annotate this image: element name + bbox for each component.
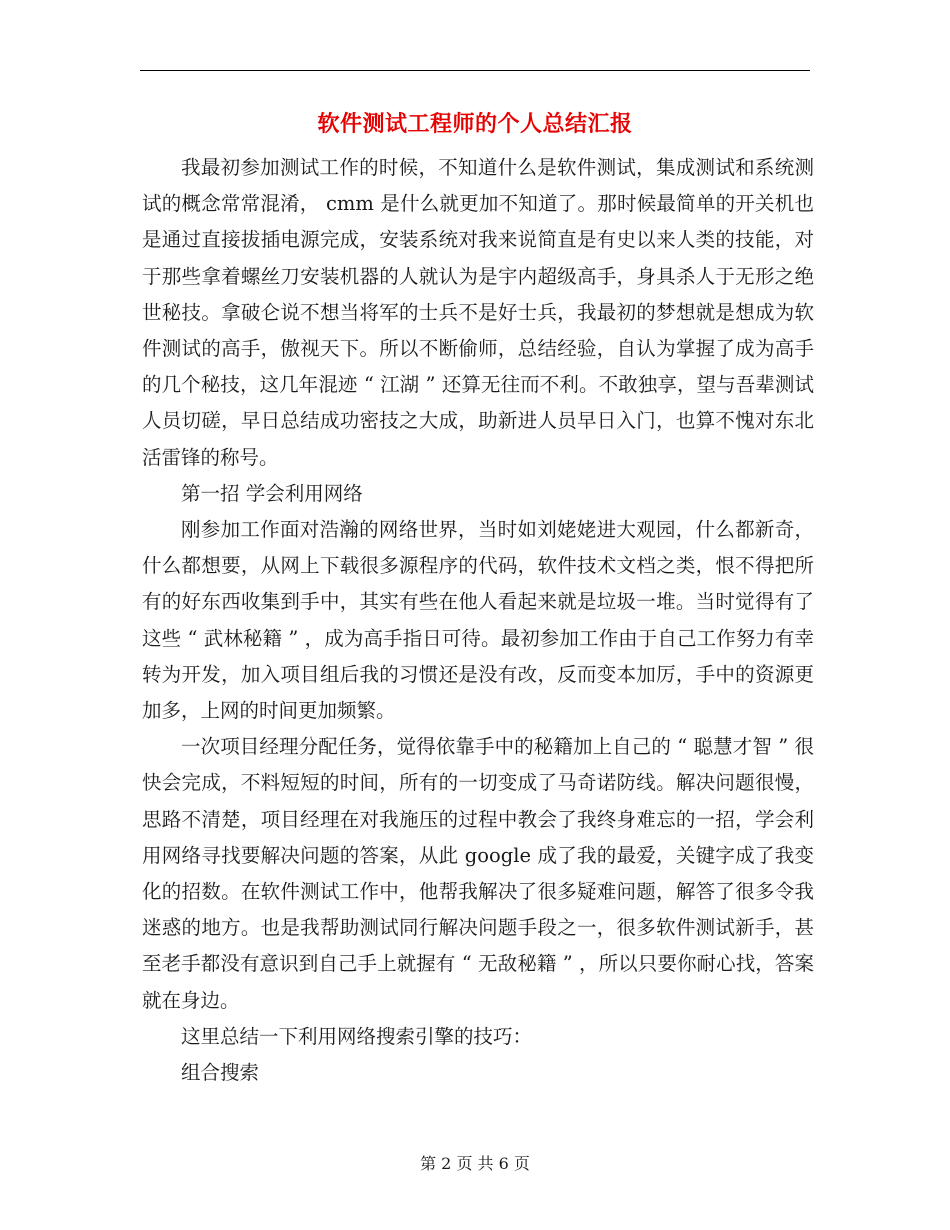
paragraph-network-2: 一次项目经理分配任务，觉得依靠手中的秘籍加上自己的 “ 聪慧才智 ” 很快会完成，不料短短的时间，所有的一切变成了马奇诺防线。解决问题很慢，思路不清楚，项目经理在对我施压的过程中教会了我终身难忘的一招，学会利用网络寻找要解决问题的答案，从此 google 成了我的最爱，关键字成了我变化的招数。在软件测试工作中，他帮我解决了很多疑难问题，解答了很多令我迷惑的地方。也是我帮助测试同行解决问题手段之一，很多软件测试新手，甚至老手都没有意识到自己手上就握有 “ 无敌秘籍 ” ，所以只要你耐心找，答案就在身边。 — [142, 735, 814, 1012]
document-body — [142, 150, 814, 1091]
page-footer: 第 2 页 共 6 页 — [420, 1154, 530, 1173]
paragraph-search-tips: 这里总结一下利用网络搜索引擎的技巧： — [181, 1024, 533, 1048]
document-title: 软件测试工程师的个人总结汇报 — [317, 111, 633, 137]
section-heading-first-move: 第一招 学会利用网络 — [181, 481, 363, 505]
subheading-combined-search: 组合搜索 — [181, 1061, 260, 1085]
paragraph-intro: 我最初参加测试工作的时候，不知道什么是软件测试，集成测试和系统测试的概念常常混淆， cmm 是什么就更加不知道了。那时候最简单的开关机也是通过直接拔插电源完成，安装系统对我来说简直是有史以来人类的技能，对于那些拿着螺丝刀安装机器的人就认为是宇内超级高手，身具杀人于无形之绝世秘技。拿破仑说不想当将军的士兵不是好士兵，我最初的梦想就是想成为软件测试的高手，傲视天下。所以不断偷师，总结经验，自认为掌握了成为高手的几个秘技，这几年混迹 “ 江湖 ” 还算无往而不利。不敢独享，望与吾辈测试人员切磋，早日总结成功密技之大成，助新进人员早日入门，也算不愧对东北活雷锋的称号。 — [142, 156, 814, 469]
header-rule — [140, 70, 810, 71]
paragraph-network-1: 刚参加工作面对浩瀚的网络世界，当时如刘姥姥进大观园，什么都新奇，什么都想要，从网上下载很多源程序的代码，软件技术文档之类，恨不得把所有的好东西收集到手中，其实有些在他人看起来就是垃圾一堆。当时觉得有了这些 “ 武林秘籍 ” ，成为高手指日可待。最初参加工作由于自己工作努力有幸转为开发，加入项目组后我的习惯还是没有改，反而变本加厉，手中的资源更加多，上网的时间更加频繁。 — [142, 518, 814, 723]
